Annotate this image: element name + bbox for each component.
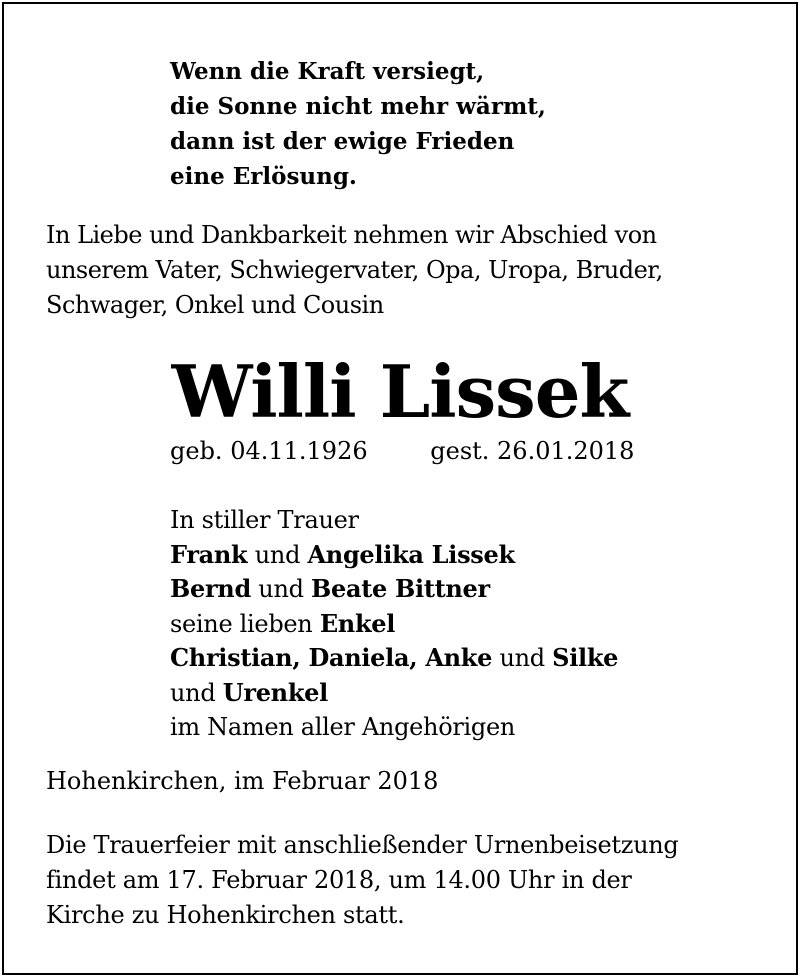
mourner-line — [170, 676, 618, 711]
poem — [170, 54, 546, 194]
mourners-closing: im Namen aller Angehörigen — [170, 713, 516, 741]
mourner-name: Angelika Lissek — [307, 539, 515, 569]
place-and-date: Hohenkirchen, im Februar 2018 — [46, 767, 439, 795]
conjunction: und — [499, 644, 545, 672]
death-date: gest. 26.01.2018 — [430, 437, 635, 465]
life-dates — [170, 434, 634, 469]
conjunction: und — [254, 540, 301, 569]
mourner-prefix: seine lieben — [170, 609, 313, 638]
mourner-name: Urenkel — [222, 677, 328, 707]
service-line: Die Trauerfeier mit anschließender Urnenbeisetzung — [46, 831, 679, 859]
mourner-name: Silke — [552, 643, 619, 672]
service-line: Kirche zu Hohenkirchen statt. — [46, 901, 405, 929]
mourner-name: Christian, Daniela, Anke — [170, 643, 493, 672]
mourners-list — [170, 503, 618, 745]
poem-line: dann ist der ewige Frieden — [170, 128, 515, 155]
mourner-name: Frank — [170, 539, 248, 569]
mourner-line — [170, 572, 618, 607]
service-line: findet am 17. Februar 2018, um 14.00 Uhr in der — [46, 866, 632, 894]
mourner-name: Enkel — [319, 608, 396, 638]
mourner-name: Beate Bittner — [311, 574, 490, 603]
service-info — [46, 828, 766, 933]
poem-line: Wenn die Kraft versiegt, — [170, 58, 485, 85]
birth-date: geb. 04.11.1926 — [170, 437, 368, 465]
poem-line: eine Erlösung. — [170, 163, 357, 190]
mourner-name: Bernd — [170, 574, 251, 603]
intro-line: Schwager, Onkel und Cousin — [46, 291, 384, 319]
conjunction: und — [258, 575, 304, 603]
mourner-line — [170, 607, 618, 642]
poem-line: die Sonne nicht mehr wärmt, — [170, 93, 546, 120]
mourner-line — [170, 641, 618, 676]
intro-text — [46, 218, 766, 323]
mourner-prefix: und — [170, 678, 216, 707]
intro-line: In Liebe und Dankbarkeit nehmen wir Abschied von — [46, 221, 657, 249]
mourner-line — [170, 538, 618, 573]
deceased-name: Willi Lissek — [171, 349, 629, 434]
intro-line: unserem Vater, Schwiegervater, Opa, Uropa, Bruder, — [46, 256, 663, 284]
mourners-heading: In stiller Trauer — [170, 506, 359, 534]
